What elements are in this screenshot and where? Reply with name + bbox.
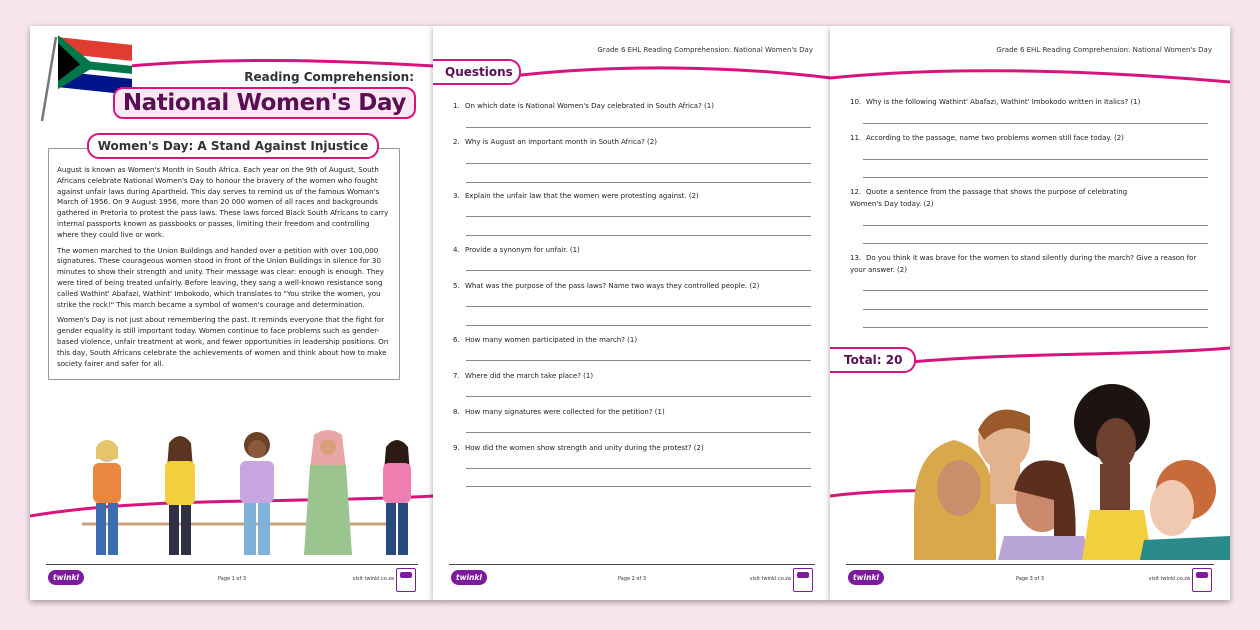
question-number: 6. [453,336,460,344]
question-text: Why is August an important month in South Africa? (2) [465,138,657,146]
question-7 [453,370,813,382]
question-text: Where did the march take place? (1) [465,372,594,380]
worksheet-subtitle: Reading Comprehension: [244,70,414,84]
question-number: 5. [453,282,460,290]
question-number: 1. [453,102,460,110]
question-2 [453,136,813,148]
twinkl-logo[interactable]: twinkl [451,570,487,585]
women-holding-hands-illustration [52,429,422,559]
question-text: Why is the following Wathint' Abafazi, Wathint' Imbokodo written in Italics? (1) [866,98,1141,106]
question-number: 13. [850,254,862,262]
answer-line[interactable] [863,243,1208,244]
question-number: 2. [453,138,460,146]
page-number: Page 1 of 3 [217,576,247,582]
answer-line[interactable] [466,360,811,361]
page-footer [30,562,434,600]
answer-line[interactable] [466,163,811,164]
answer-line[interactable] [466,306,811,307]
question-5 [453,280,813,292]
page-footer [433,562,831,600]
footer-site-link[interactable]: visit twinkl.co.za [352,576,394,582]
question-number: 3. [453,192,460,200]
page-header: Grade 6 EHL Reading Comprehension: National Women's Day [597,46,813,54]
question-4 [453,244,813,256]
question-6 [453,334,813,346]
answer-line[interactable] [466,216,811,217]
answer-line[interactable] [863,290,1208,291]
answer-line[interactable] [466,235,811,236]
question-1 [453,100,813,112]
question-8 [453,406,813,418]
answer-line[interactable] [466,270,811,271]
footer-divider [449,564,815,565]
question-text: How many signatures were collected for the petition? (1) [465,408,665,416]
reading-passage [48,148,400,380]
question-number: 10. [850,98,862,106]
footer-divider [846,564,1214,565]
quality-badge-icon [1192,568,1212,592]
twinkl-logo[interactable]: twinkl [48,570,84,585]
page-footer [830,562,1230,600]
question-11 [850,132,1210,144]
question-text: Do you think it was brave for the women to stand silently during the march? Give a reason for your answer. (2) [850,254,1197,274]
section-title: Women's Day: A Stand Against Injustice [87,133,379,159]
answer-line[interactable] [466,396,811,397]
page-number: Page 3 of 3 [1015,576,1045,582]
answer-line[interactable] [466,127,811,128]
diverse-women-faces-illustration [904,360,1230,560]
question-text: On which date is National Women's Day celebrated in South Africa? (1) [465,102,714,110]
question-number: 12. [850,188,862,196]
question-text: How did the women show strength and unity during the protest? (2) [465,444,704,452]
question-number: 8. [453,408,460,416]
answer-line[interactable] [466,325,811,326]
quality-badge-icon [793,568,813,592]
answer-line[interactable] [863,123,1208,124]
decorative-swoosh [433,26,831,600]
answer-line[interactable] [863,309,1208,310]
question-text: Quote a sentence from the passage that shows the purpose of celebrating Women's Day today. (2) [850,188,1128,208]
answer-line[interactable] [863,159,1208,160]
question-text: Provide a synonym for unfair. (1) [465,246,580,254]
answer-line[interactable] [466,432,811,433]
answer-line[interactable] [466,486,811,487]
footer-divider [46,564,418,565]
question-number: 4. [453,246,460,254]
question-text: According to the passage, name two problems women still face today. (2) [866,134,1124,142]
page-header: Grade 6 EHL Reading Comprehension: National Women's Day [996,46,1212,54]
worksheet-page-1 [30,26,434,600]
question-9 [453,442,813,454]
question-number: 11. [850,134,862,142]
answer-line[interactable] [863,327,1208,328]
total-marks: Total: 20 [830,347,916,373]
question-13 [850,252,1210,276]
answer-line[interactable] [466,182,811,183]
answer-line[interactable] [863,177,1208,178]
footer-site-link[interactable]: visit twinkl.co.za [749,576,791,582]
questions-heading: Questions [433,59,521,85]
quality-badge-icon [396,568,416,592]
question-number: 9. [453,444,460,452]
passage-paragraph-1: August is known as Women's Month in South Africa. Each year on the 9th of August, South Africans celebrate National Women's Day to honour the bravery of the women who fought against unfair laws during Apartheid. This day serves to remind us of the famous Woman's March of 1956. On 9 August 1956, more than 20 000 women of all races and backgrounds gathered in Pretoria to protest the pass laws. These laws forced Black South Africans to carry internal passports known as passbooks or passes, limiting their freedom and controlling where they could live or work. [57,165,389,239]
question-number: 7. [453,372,460,380]
worksheet-page-3 [830,26,1230,600]
page-number: Page 2 of 3 [617,576,647,582]
question-3 [453,190,813,202]
footer-site-link[interactable]: visit twinkl.co.za [1148,576,1190,582]
passage-paragraph-2: The women marched to the Union Buildings and handed over a petition with over 100,000 signatures. These courageous women stood in front of the Union Buildings in silence for 30 minutes to show their strength and unity. Their message was clear: enough is enough. They were tired of being treated unfairly. Before leaving, they sang a well-known resistance song called Wathint' Abafazi, Wathint' Imbokodo, which translates to "You strike the women, you strike the rock!" This march became a symbol of women's courage and determination. [57,245,384,309]
question-text: What was the purpose of the pass laws? Name two ways they controlled people. (2) [465,282,760,290]
question-12 [850,186,1150,210]
passage-paragraph-3: Women's Day is not just about remembering the past. It reminds everyone that the fight for gender equality is still important today. Women continue to face problems such as gender-based violence, unfair treatment at work, and fewer opportunities in leadership positions. On this day, South Africans celebrate the achievements of women and think about how to make society fairer and safer for all. [57,315,389,368]
twinkl-logo[interactable]: twinkl [848,570,884,585]
worksheet-page-2 [433,26,831,600]
answer-line[interactable] [863,225,1208,226]
answer-line[interactable] [466,468,811,469]
worksheet-title: National Women's Day [113,87,416,119]
question-text: Explain the unfair law that the women were protesting against. (2) [465,192,699,200]
question-text: How many women participated in the march? (1) [465,336,638,344]
question-10 [850,96,1210,108]
